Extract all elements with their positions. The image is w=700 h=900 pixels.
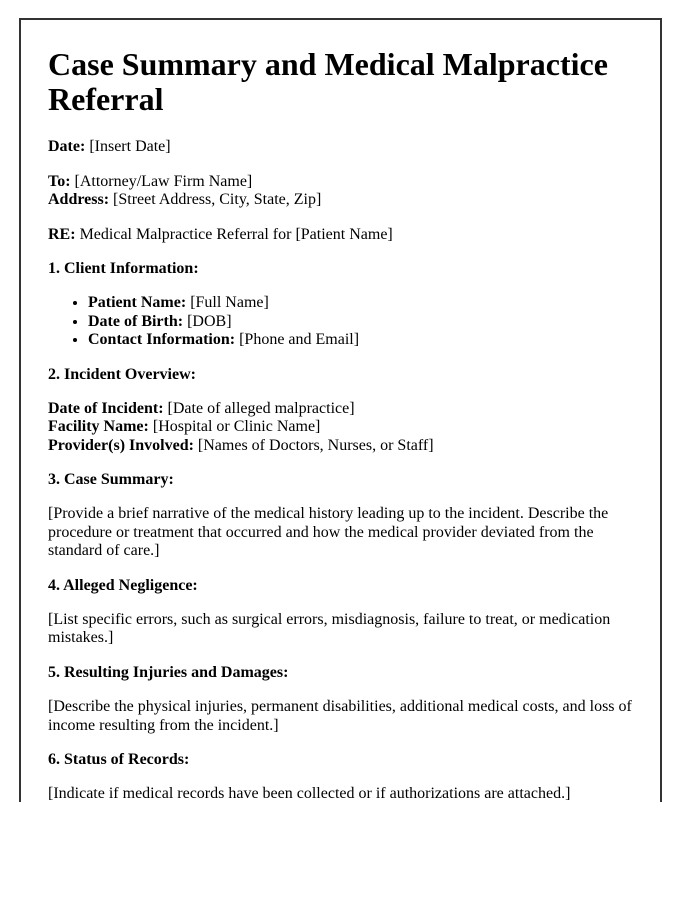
date-of-birth-value: [DOB]	[187, 312, 232, 330]
contact-information-label: Contact Information:	[88, 331, 236, 349]
patient-name-label: Patient Name:	[88, 294, 187, 312]
facility-name-value: [Hospital or Clinic Name]	[152, 418, 321, 436]
date-line	[48, 138, 640, 156]
section-heading-case-summary: 3. Case Summary:	[48, 471, 174, 489]
list-item-date-of-birth	[88, 313, 640, 331]
to-label: To:	[48, 172, 71, 190]
injuries-damages-paragraph: [Describe the physical injuries, permanent disabilities, additional medical costs, and loss of income resulting from the incident.]	[48, 698, 632, 734]
re-label: RE:	[48, 225, 76, 243]
date-label: Date:	[48, 138, 86, 156]
incident-details-block	[48, 400, 640, 455]
document-page	[19, 18, 662, 802]
section-heading-status-of-records: 6. Status of Records:	[48, 750, 190, 768]
client-info-list	[48, 294, 640, 349]
status-of-records-paragraph: [Indicate if medical records have been collected or if authorizations are attached.]	[48, 785, 571, 802]
date-of-birth-label: Date of Birth:	[88, 312, 184, 330]
case-summary-paragraph: [Provide a brief narrative of the medical history leading up to the incident. Describe the procedure or treatment that occurred and how the medical provider deviated from the standard of care.]	[48, 505, 609, 560]
section-heading-injuries-damages: 5. Resulting Injuries and Damages:	[48, 663, 289, 681]
section-heading-incident-overview: 2. Incident Overview:	[48, 365, 196, 383]
list-item-patient-name	[88, 294, 640, 312]
date-value: [Insert Date]	[89, 138, 171, 156]
list-item-contact-information	[88, 331, 640, 349]
section-heading-client-information: 1. Client Information:	[48, 259, 199, 277]
section-heading-alleged-negligence: 4. Alleged Negligence:	[48, 576, 198, 594]
recipient-block	[48, 173, 640, 210]
date-of-incident-value: [Date of alleged malpractice]	[167, 399, 355, 417]
to-value: [Attorney/Law Firm Name]	[74, 172, 253, 190]
alleged-negligence-paragraph: [List specific errors, such as surgical errors, misdiagnosis, failure to treat, or medication mistakes.]	[48, 611, 611, 647]
facility-name-label: Facility Name:	[48, 418, 149, 436]
contact-information-value: [Phone and Email]	[239, 331, 360, 349]
address-value: [Street Address, City, State, Zip]	[113, 191, 322, 209]
providers-involved-label: Provider(s) Involved:	[48, 436, 194, 454]
address-label: Address:	[48, 191, 110, 209]
re-line	[48, 226, 640, 244]
document-title: Case Summary and Medical Malpractice Referral	[48, 46, 608, 118]
patient-name-value: [Full Name]	[190, 294, 269, 312]
date-of-incident-label: Date of Incident:	[48, 399, 164, 417]
providers-involved-value: [Names of Doctors, Nurses, or Staff]	[197, 436, 434, 454]
re-value: Medical Malpractice Referral for [Patient Name]	[79, 225, 393, 243]
